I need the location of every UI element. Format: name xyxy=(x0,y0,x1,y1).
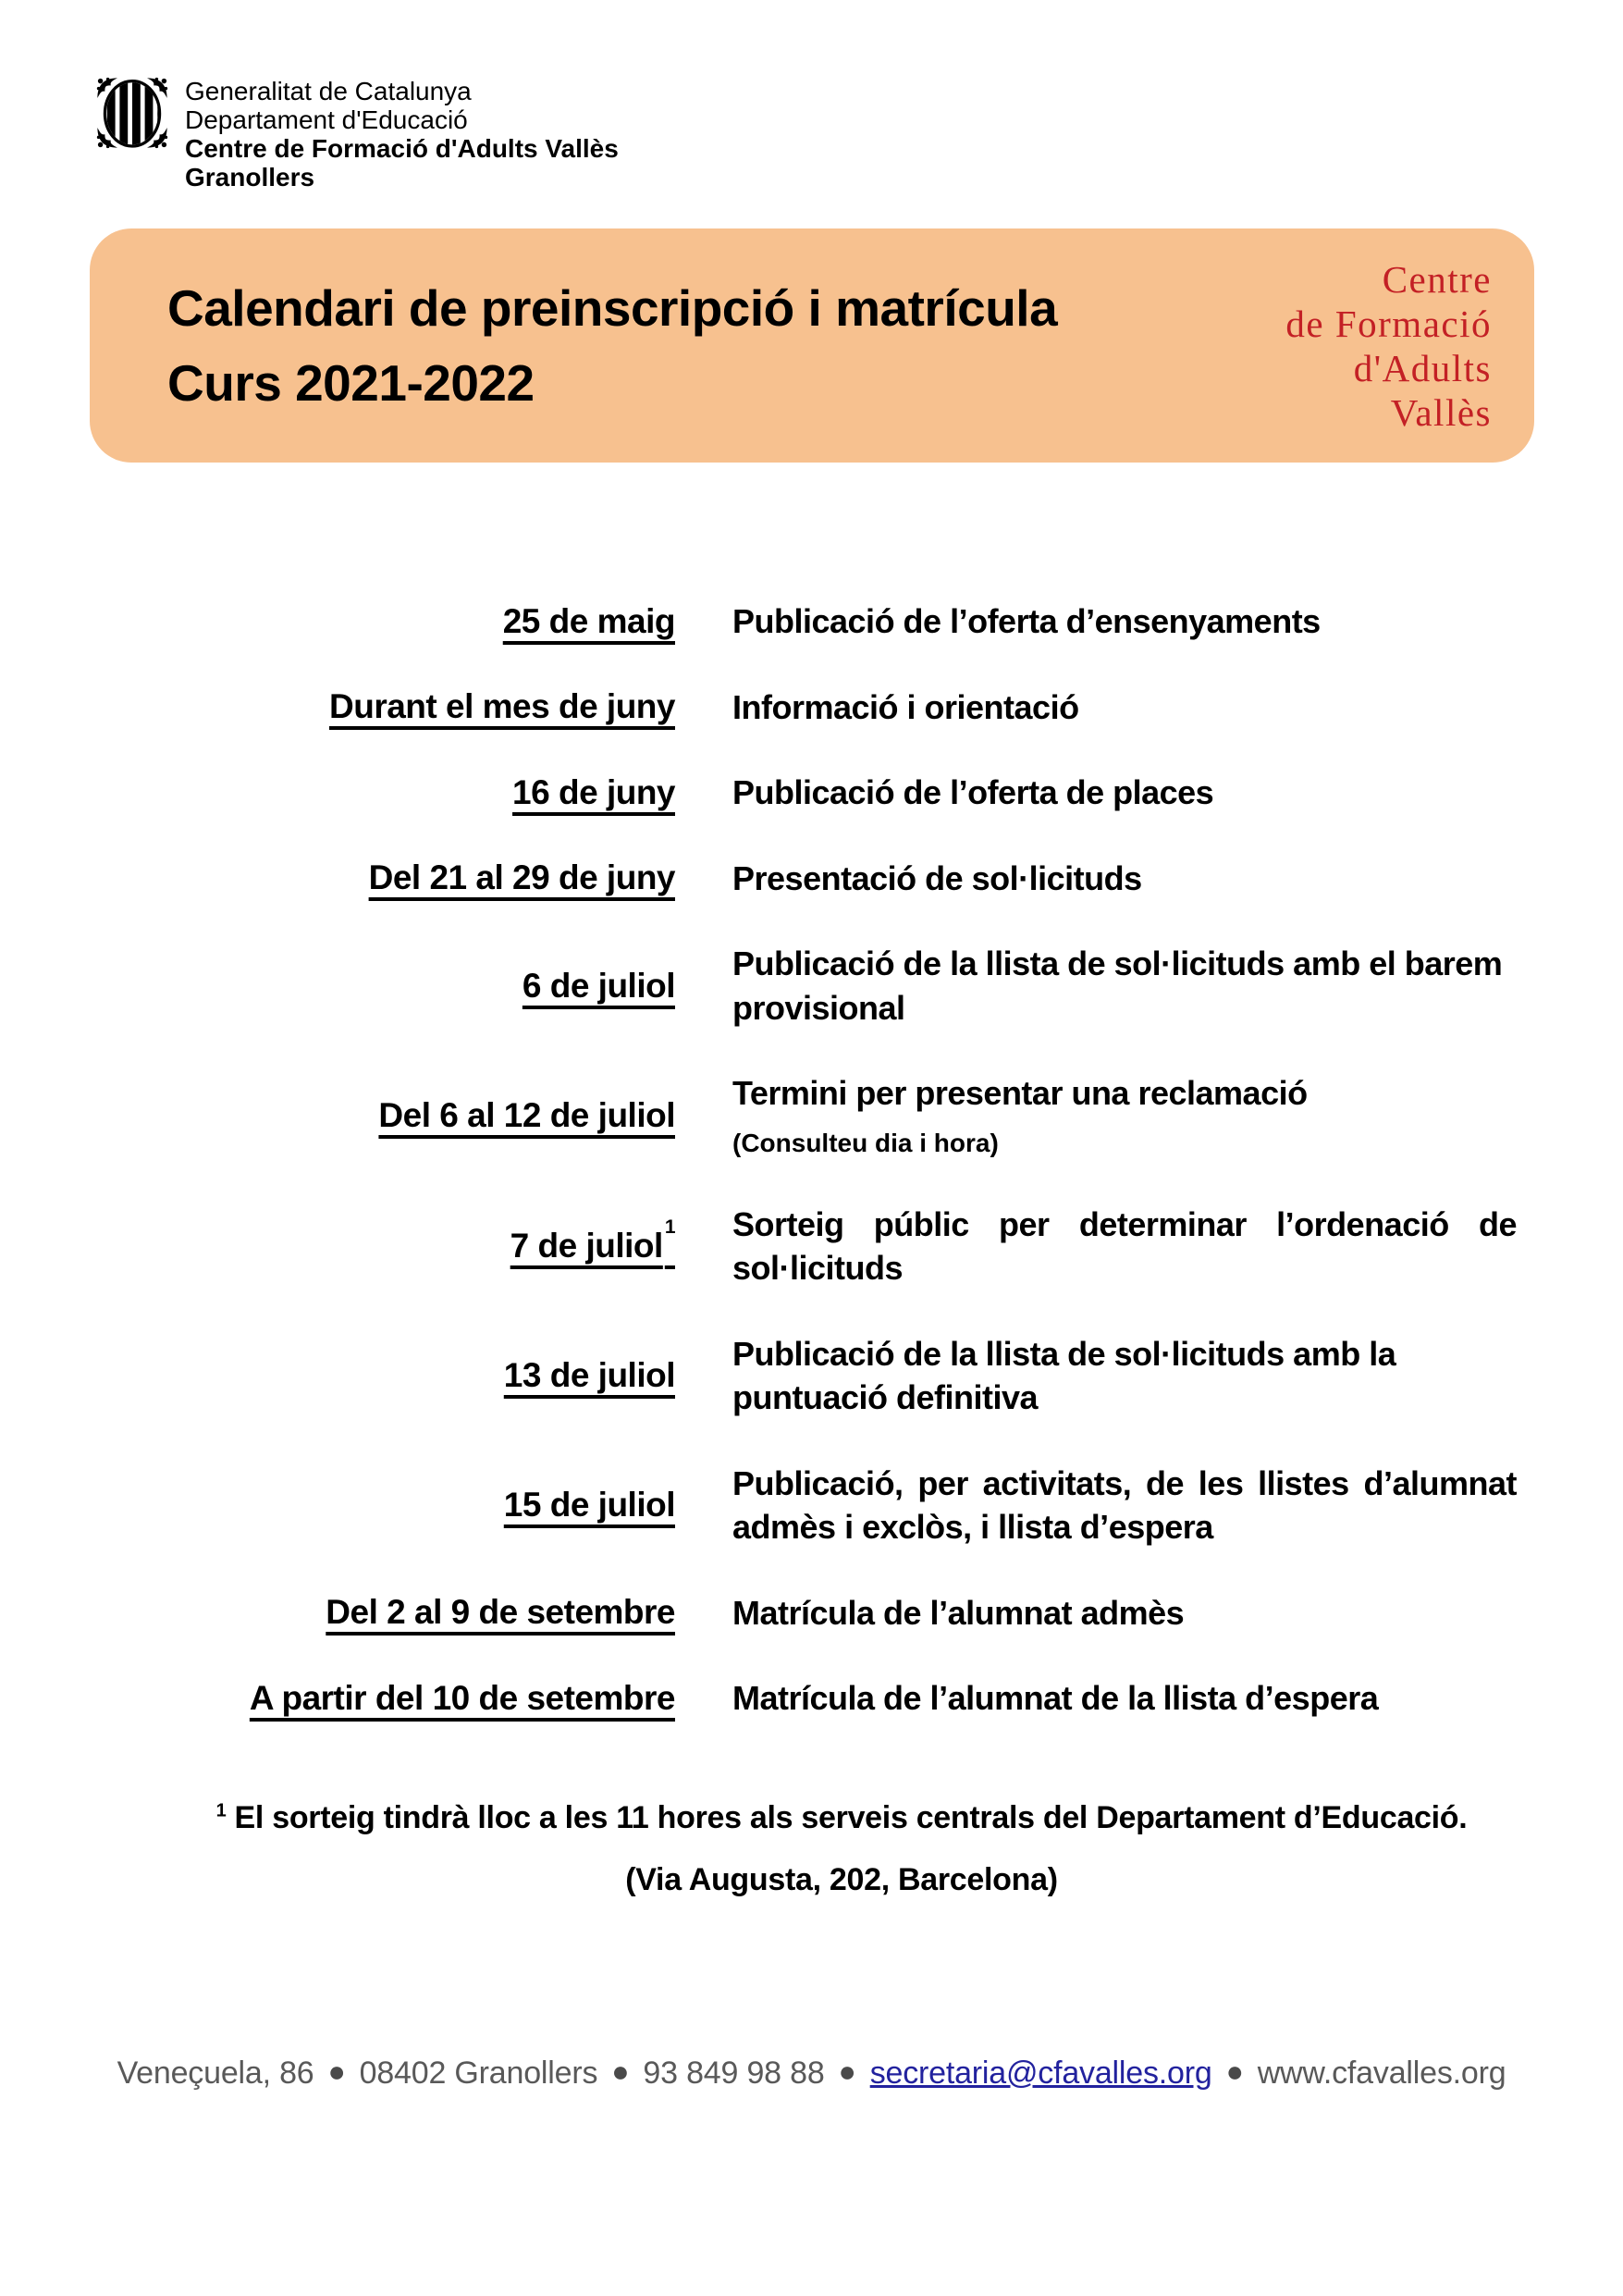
bullet-separator-icon: ● xyxy=(327,2055,346,2088)
schedule-row xyxy=(166,1462,1517,1549)
schedule-description xyxy=(732,685,1517,730)
letterhead-center-line2: Granollers xyxy=(185,163,315,191)
schedule-row xyxy=(166,685,1517,730)
schedule-description-text: Sorteig públic per determinar l’ordenació de sol·licituds xyxy=(732,1204,1517,1288)
footnote-text: $^1$ El sorteig tindrà lloc a les 11 hores als serveis centrals del Departament d’Educació. xyxy=(215,1800,1468,1835)
schedule-date: Durant el mes de juny xyxy=(329,687,675,726)
schedule-date: A partir del 10 de setembre xyxy=(249,1678,675,1717)
schedule-row xyxy=(166,1071,1517,1160)
footer-item: Veneçuela, 86 xyxy=(117,2055,314,2091)
schedule-row xyxy=(166,1203,1517,1290)
schedule-row xyxy=(166,857,1517,901)
schedule-description-text: Publicació de la llista de sol·licituds amb el barem provisional xyxy=(732,944,1503,1027)
schedule-description xyxy=(732,771,1517,815)
schedule-description-text: Publicació de l’oferta de places xyxy=(732,773,1214,812)
title-banner xyxy=(90,228,1534,463)
schedule-row xyxy=(166,599,1517,644)
contact-footer xyxy=(55,2055,1568,2092)
schedule-description xyxy=(732,857,1517,901)
schedule-description xyxy=(732,1676,1517,1721)
letterhead-center-line1: Centre de Formació d'Adults Vallès xyxy=(185,134,619,163)
center-wordmark xyxy=(1285,257,1492,435)
schedule-date: Del 2 al 9 de setembre xyxy=(326,1593,675,1632)
schedule xyxy=(166,599,1517,1762)
schedule-date: 7 de juliol$^1$ xyxy=(510,1216,675,1265)
bullet-separator-icon: ● xyxy=(838,2055,856,2088)
schedule-date: 25 de maig xyxy=(502,601,675,640)
bullet-separator-icon: ● xyxy=(1225,2055,1244,2088)
schedule-description-text: Publicació de la llista de sol·licituds amb la puntuació definitiva xyxy=(732,1334,1396,1417)
letterhead-org-line2: Departament d'Educació xyxy=(185,105,468,134)
letterhead-org-line1: Generalitat de Catalunya xyxy=(185,77,472,105)
schedule-row xyxy=(166,1676,1517,1721)
schedule-row xyxy=(166,771,1517,815)
letterhead xyxy=(95,76,619,191)
schedule-date: 15 de juliol xyxy=(503,1486,675,1524)
schedule-description xyxy=(732,599,1517,644)
wordmark-line: d'Adults xyxy=(1353,346,1492,389)
schedule-description-text: Presentació de sol·licituds xyxy=(732,858,1142,897)
schedule-date: Del 6 al 12 de juliol xyxy=(378,1096,675,1135)
schedule-row xyxy=(166,1591,1517,1636)
schedule-date: 6 de juliol xyxy=(522,966,675,1005)
schedule-description-text: Matrícula de l’alumnat admès xyxy=(732,1593,1185,1632)
wordmark-line: Centre xyxy=(1382,257,1492,301)
schedule-date: 16 de juny xyxy=(512,772,675,811)
schedule-description-text: Publicació, per activitats, de les llistes d’alumnat admès i exclòs, i llista d’espera xyxy=(732,1463,1517,1547)
generalitat-logo-icon xyxy=(95,76,169,150)
bullet-separator-icon: ● xyxy=(611,2055,630,2088)
footnote-superscript: 1 xyxy=(215,1800,227,1821)
schedule-description xyxy=(732,1462,1517,1549)
schedule-date: 13 de juliol xyxy=(503,1356,675,1395)
wordmark-line: de Formació xyxy=(1285,302,1492,345)
schedule-description-text: Informació i orientació xyxy=(732,687,1079,726)
schedule-description-text: Publicació de l’oferta d’ensenyaments xyxy=(732,602,1321,640)
footer-item: 93 849 98 88 xyxy=(643,2055,825,2091)
schedule-description xyxy=(732,1203,1517,1290)
wordmark-line: Vallès xyxy=(1390,390,1492,434)
document-subtitle: Curs 2021-2022 xyxy=(167,353,535,412)
schedule-row xyxy=(166,1332,1517,1420)
email-link[interactable]: secretaria@cfavalles.org xyxy=(869,2055,1212,2091)
schedule-description-text: Matrícula de l’alumnat de la llista d’espera xyxy=(732,1679,1379,1718)
schedule-note: (Consulteu dia i hora) xyxy=(732,1128,999,1157)
schedule-description xyxy=(732,942,1517,1030)
date-superscript: 1 xyxy=(664,1216,675,1238)
document-title: Calendari de preinscripció i matrícula xyxy=(167,278,1058,337)
schedule-description xyxy=(732,1071,1517,1160)
schedule-date: Del 21 al 29 de juny xyxy=(368,858,675,897)
footer-item: www.cfavalles.org xyxy=(1257,2055,1506,2091)
schedule-description xyxy=(732,1591,1517,1636)
schedule-row xyxy=(166,942,1517,1030)
footnote xyxy=(166,1800,1517,1898)
footnote-location: (Via Augusta, 202, Barcelona) xyxy=(625,1862,1058,1897)
schedule-description xyxy=(732,1332,1517,1420)
footer-item: 08402 Granollers xyxy=(359,2055,598,2091)
schedule-description-text: Termini per presentar una reclamació xyxy=(732,1074,1308,1113)
